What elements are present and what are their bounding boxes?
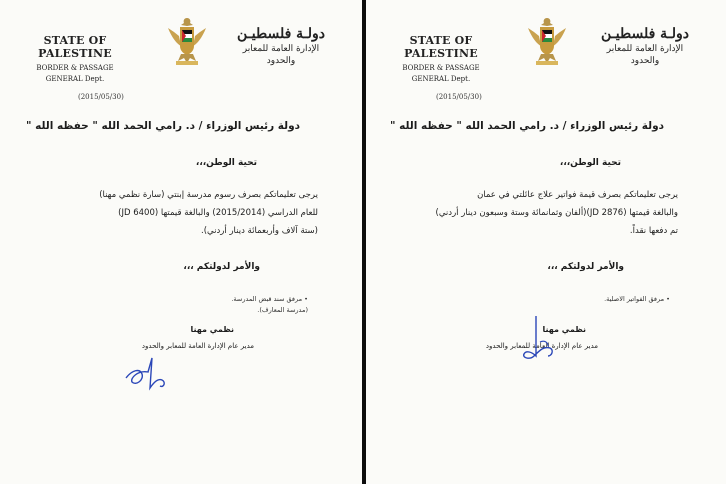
attachment-text: (مدرسة المعارف). (257, 306, 308, 314)
body-line: يرجى تعليماتكم بصرف قيمة فواتير علاج عائلتي في عمان (477, 190, 678, 200)
state-name-en: STATE OF PALESTINE (404, 34, 478, 60)
department-line-2: GENERAL Dept. (411, 75, 471, 83)
department-line-2: GENERAL Dept. (45, 75, 105, 83)
letterhead-arabic (590, 26, 700, 67)
closing: والأمر لدولتكم ،،، (547, 262, 624, 272)
letterhead-arabic (226, 26, 336, 67)
department-ar (590, 43, 700, 67)
state-name-ar: دولـة فلسطيـن (236, 26, 326, 42)
attachments-note (604, 294, 670, 305)
department-line-1: BORDER & PASSAGE (402, 64, 480, 72)
letter-date: (2015/05/30) (436, 93, 482, 101)
letterhead-english (20, 34, 130, 85)
handwritten-signature-icon (514, 312, 574, 362)
salutation: دولة رئيس الوزراء / د. رامي الحمد الله " حفظه الله " (390, 120, 664, 132)
attachment-text: مرفق سند قبض المدرسة. (231, 295, 303, 303)
letter-left (0, 0, 362, 484)
attachment-line (231, 305, 308, 316)
palestine-eagle-emblem-icon (164, 14, 210, 68)
body-line: يرجى تعليماتكم بصرف رسوم مدرسة إبنتي (سارة نظمي مهنا) (99, 190, 318, 200)
department-en (386, 63, 496, 85)
signer-name: نظمي مهنا (542, 325, 586, 334)
body-line: للعام الدراسي (2015/2014) والبالغة قيمتها (JD 6400) (118, 208, 318, 218)
department-ar-line-1: الإدارة العامة للمعابر (606, 44, 684, 54)
state-name-en: STATE OF PALESTINE (38, 34, 112, 60)
body-line: تم دفعها نقداً. (629, 226, 678, 236)
department-ar-line-2: والحدود (266, 56, 296, 66)
body-line: والبالغة قيمتها (JD 2876)(ألفان وثمانمائة وستة وسبعون دينار أردني) (435, 208, 678, 218)
department-en (20, 63, 130, 85)
letter-right (366, 0, 726, 484)
signer-title: مدير عام الإدارة العامة للمعابر والحدود (485, 342, 598, 350)
salutation: دولة رئيس الوزراء / د. رامي الحمد الله " حفظه الله " (26, 120, 300, 132)
signer-title: مدير عام الإدارة العامة للمعابر والحدود (141, 342, 254, 350)
letter-body (436, 186, 678, 240)
attachment-line: • مرفق سند قبض المدرسة. (231, 295, 308, 303)
attachments-note (231, 294, 308, 316)
department-ar-line-2: والحدود (630, 56, 660, 66)
greeting: تحية الوطن،،، (559, 158, 621, 168)
letterhead-english (386, 34, 496, 85)
letter-body (99, 186, 318, 240)
attachment-text: مرفق الفواتير الاصلية. (604, 295, 665, 303)
department-line-1: BORDER & PASSAGE (36, 64, 114, 72)
signer-name: نظمي مهنا (190, 325, 234, 334)
body-line: (ستة آلاف وأربعمائة دينار أردني). (201, 226, 318, 236)
palestine-eagle-emblem-icon (524, 14, 570, 68)
closing: والأمر لدولتكم ،،، (183, 262, 260, 272)
greeting: تحية الوطن،،، (195, 158, 257, 168)
department-ar-line-1: الإدارة العامة للمعابر (242, 44, 320, 54)
department-ar (226, 43, 336, 67)
state-name-ar: دولـة فلسطيـن (600, 26, 690, 42)
attachment-line: • مرفق الفواتير الاصلية. (604, 295, 670, 303)
letter-date: (2015/05/30) (78, 93, 124, 101)
handwritten-signature-icon (118, 348, 178, 398)
